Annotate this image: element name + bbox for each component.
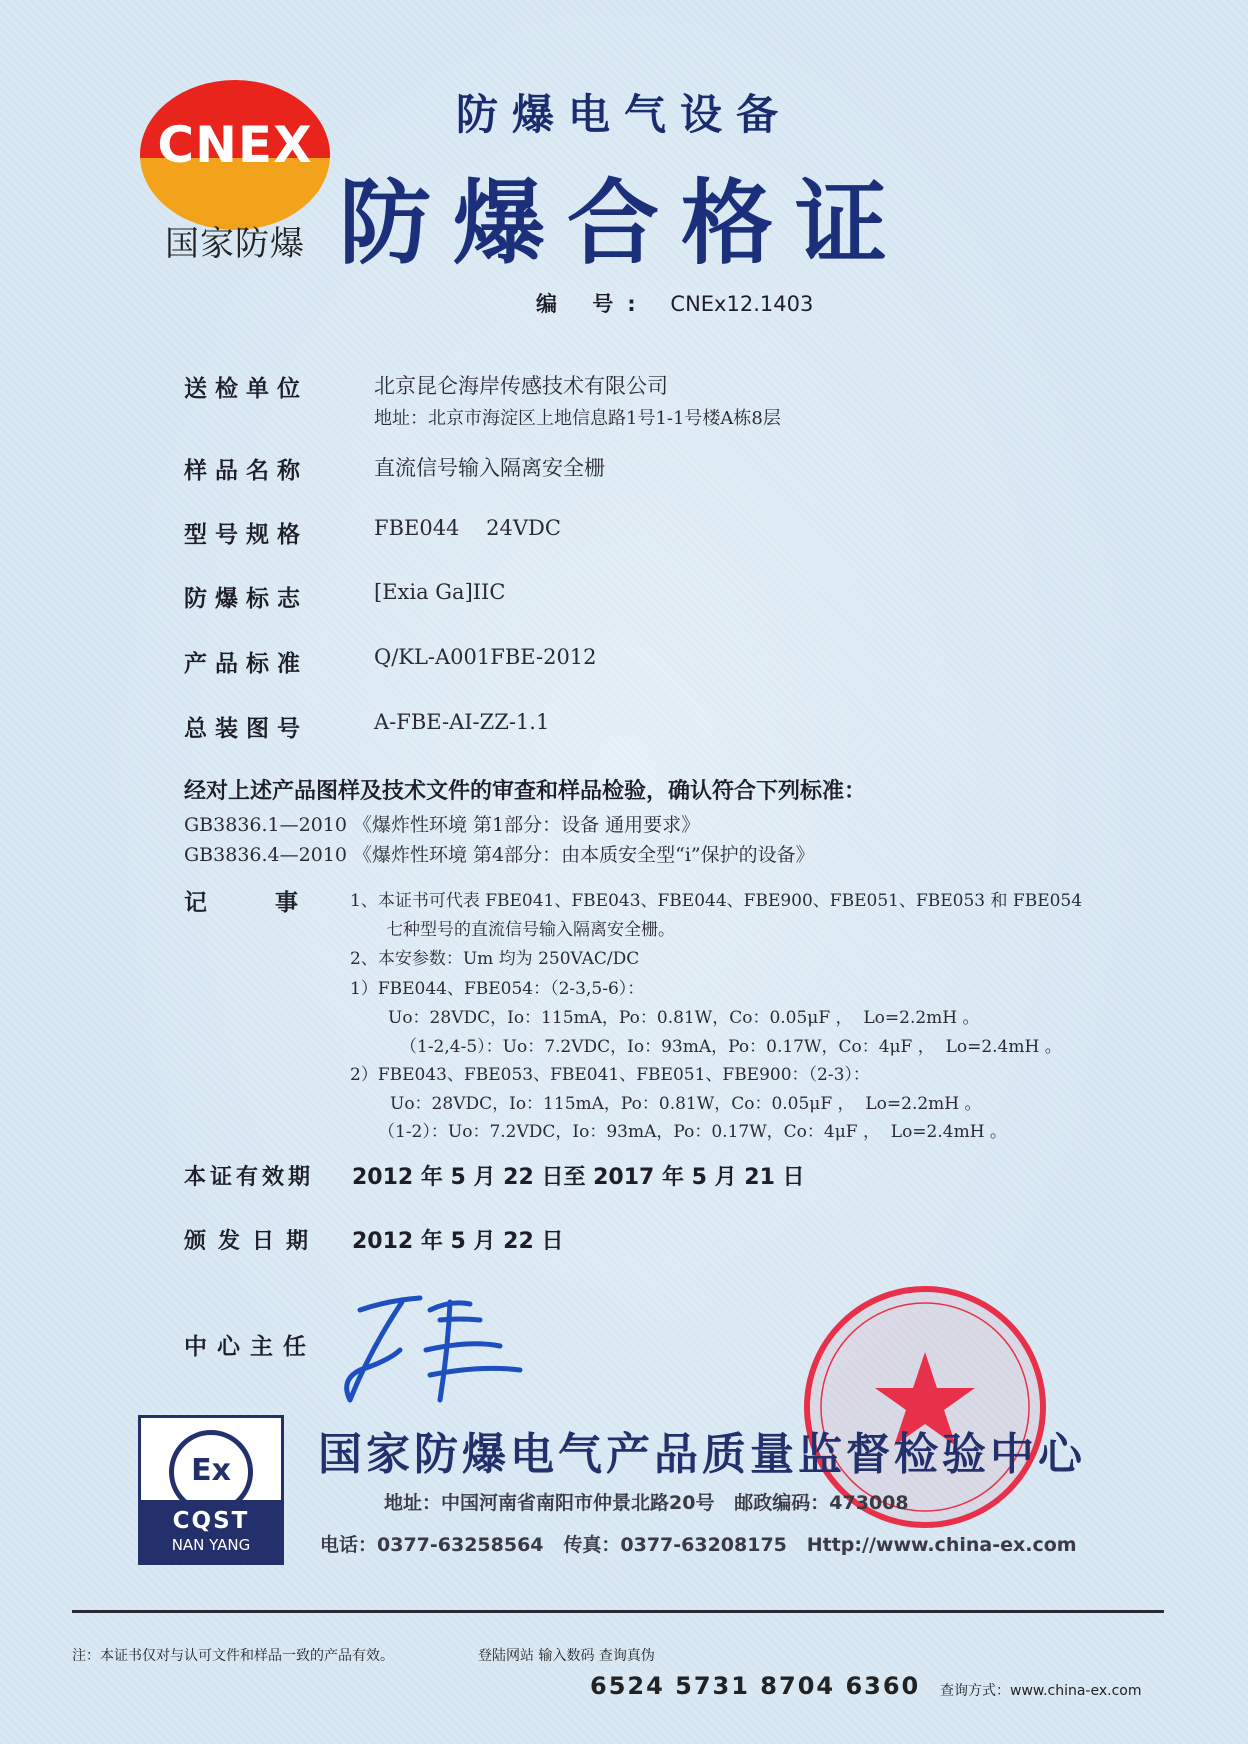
note-line-5: Uo：28VDC，Io：115mA，Po：0.81W，Co：0.05μF ， Lo=2.2mH 。 <box>388 1008 980 1028</box>
note-line-6: （1-2,4-5）：Uo：7.2VDC，Io：93mA，Po：0.17W，Co：4μF ， Lo=2.4mH 。 <box>400 1037 1062 1057</box>
validity-label: 本证有效期 <box>184 1165 315 1190</box>
organization-name: 国家防爆电气产品质量监督检验中心 <box>318 1429 1086 1480</box>
standard-line-1: GB3836.1—2010 《爆炸性环境 第1部分：设备 通用要求》 <box>184 814 701 836</box>
drawing-label: 总装图号 <box>184 716 308 742</box>
cnex-logo-caption: 国家防爆 <box>165 224 305 264</box>
issue-date-label: 颁发日期 <box>184 1229 321 1254</box>
footer-divider <box>72 1610 1164 1613</box>
ex-symbol-text: Ex <box>191 1453 231 1488</box>
footer-note: 注：本证书仅对与认可文件和样品一致的产品有效。 <box>72 1648 394 1664</box>
certificate-subtitle: 防爆电气设备 <box>455 90 792 139</box>
director-label: 中心主任 <box>184 1334 316 1360</box>
footer-lookup-instructions: 登陆网站 输入数码 查询真伪 <box>478 1648 655 1664</box>
verification-code: 6524 5731 8704 6360 <box>590 1672 921 1700</box>
applicant-address: 地址：北京市海淀区上地信息路1号1-1号楼A栋8层 <box>374 408 781 429</box>
note-line-1: 1、本证书可代表 FBE041、FBE043、FBE044、FBE900、FBE051、FBE053 和 FBE054 <box>350 891 1083 911</box>
cqst-line-1: CQST <box>172 1508 250 1534</box>
cnex-logo-text: CNEX <box>157 116 313 174</box>
cqst-line-2: NAN YANG <box>171 1536 251 1554</box>
confirmation-statement: 经对上述产品图样及技术文件的审查和样品检验，确认符合下列标准： <box>184 779 867 804</box>
cqst-logo <box>138 1415 284 1565</box>
model-value: FBE044 24VDC <box>374 516 561 540</box>
certificate-number: CNEx12.1403 <box>670 292 814 316</box>
certificate-number-label: 编 号: <box>536 292 650 316</box>
note-line-7: 2）FBE043、FBE053、FBE041、FBE051、FBE900：（2-3）： <box>350 1065 870 1085</box>
certificate-number-row <box>536 288 813 318</box>
footer-query-site: 查询方式：www.china-ex.com <box>940 1683 1142 1699</box>
validity-value: 2012 年 5 月 22 日至 2017 年 5 月 21 日 <box>352 1165 805 1190</box>
notes-label: 记 事 <box>184 890 329 916</box>
model-label: 型号规格 <box>184 522 308 548</box>
product-value: 直流信号输入隔离安全栅 <box>374 456 605 480</box>
note-line-4: 1）FBE044、FBE054：（2-3,5-6）： <box>350 979 645 999</box>
ex-mark-label: 防爆标志 <box>184 586 308 612</box>
issue-date-value: 2012 年 5 月 22 日 <box>352 1229 564 1254</box>
certificate-title: 防爆合格证 <box>338 170 909 277</box>
note-line-3: 2、本安参数：Um 均为 250VAC/DC <box>350 949 640 969</box>
standard-line-2: GB3836.4—2010 《爆炸性环境 第4部分：由本质安全型“i”保护的设备》 <box>184 844 815 866</box>
organization-contact: 电话：0377-63258564 传真：0377-63208175 Http://www.china-ex.com <box>320 1534 1077 1556</box>
standard-value: Q/KL-A001FBE-2012 <box>374 645 597 669</box>
note-line-2: 七种型号的直流信号输入隔离安全栅。 <box>386 920 675 940</box>
ex-mark-value: [Exia Ga]IIC <box>374 580 506 604</box>
cqst-band <box>141 1500 281 1562</box>
standard-label: 产品标准 <box>184 651 308 677</box>
note-line-8: Uo：28VDC，Io：115mA，Po：0.81W，Co：0.05μF ， Lo=2.2mH 。 <box>390 1094 982 1114</box>
product-label: 样品名称 <box>184 458 308 484</box>
applicant-label: 送检单位 <box>184 376 308 402</box>
note-line-9: （1-2）：Uo：7.2VDC，Io：93mA，Po：0.17W，Co：4μF ， Lo=2.4mH 。 <box>378 1122 1007 1142</box>
applicant-value: 北京昆仑海岸传感技术有限公司 <box>374 374 668 398</box>
drawing-value: A-FBE-AI-ZZ-1.1 <box>374 710 550 734</box>
organization-address: 地址：中国河南省南阳市仲景北路20号 邮政编码：473008 <box>384 1492 909 1514</box>
director-signature <box>330 1290 530 1410</box>
